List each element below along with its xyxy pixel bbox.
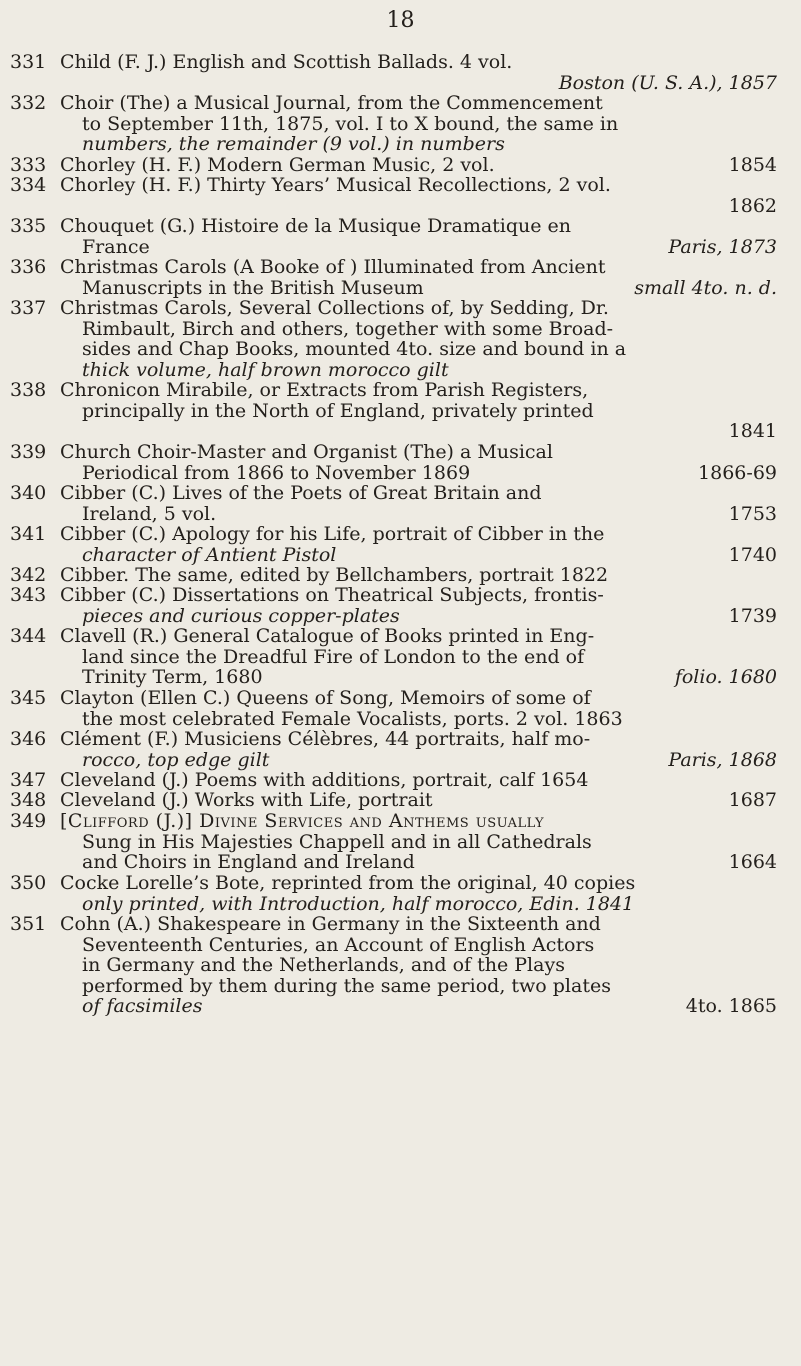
catalogue-entry bbox=[0, 770, 801, 790]
entry-number: 342 bbox=[10, 564, 47, 586]
catalogue-entry bbox=[0, 524, 801, 565]
catalogue-entry bbox=[0, 483, 801, 524]
entry-date: 1841 bbox=[728, 420, 777, 442]
entry-text: and Choirs in England and Ireland bbox=[82, 851, 415, 873]
entry-number: 332 bbox=[10, 92, 47, 114]
entry-text: Cocke Lorelle’s Bote, reprinted from the original, 40 copies bbox=[60, 872, 636, 894]
catalogue-entry bbox=[0, 175, 801, 216]
entry-date: 1664 bbox=[728, 851, 777, 873]
entry-text: Child (F. J.) English and Scottish Ballads. 4 vol. bbox=[60, 51, 513, 73]
entry-imprint: Boston (U. S. A.), 1857 bbox=[558, 71, 777, 94]
entry-number: 334 bbox=[10, 174, 47, 196]
entry-text: Choir (The) a Musical Journal, from the Commencement bbox=[60, 92, 603, 114]
entry-number: 343 bbox=[10, 584, 47, 606]
catalogue-entry bbox=[0, 298, 801, 380]
entry-text: Church Choir-Master and Organist (The) a Musical bbox=[60, 441, 553, 463]
entry-date: 1753 bbox=[728, 502, 777, 525]
entry-text: [Clifford (J.)] Divine Services and Anthems usually bbox=[60, 810, 545, 832]
entry-text: character of Antient Pistol bbox=[82, 543, 337, 566]
entry-text: Manuscripts in the British Museum bbox=[82, 276, 424, 299]
entry-text: Cibber (C.) Lives of the Poets of Great Britain and bbox=[60, 482, 542, 504]
catalogue-entry bbox=[0, 585, 801, 626]
entry-imprint: Paris, 1873 bbox=[668, 235, 777, 258]
entry-text: pieces and curious copper-plates bbox=[82, 604, 400, 627]
entry-number: 346 bbox=[10, 728, 47, 750]
entry-number: 336 bbox=[10, 256, 47, 278]
entry-format: 4to. 1865 bbox=[685, 995, 777, 1017]
entry-number: 345 bbox=[10, 687, 47, 709]
entry-date: 1739 bbox=[728, 604, 777, 627]
entry-text: Clayton (Ellen C.) Queens of Song, Memoirs of some of bbox=[60, 687, 591, 709]
entry-number: 351 bbox=[10, 913, 47, 935]
entry-number: 331 bbox=[10, 51, 47, 73]
catalogue-entry bbox=[0, 155, 801, 175]
entry-text: sides and Chap Books, mounted 4to. size and bound in a bbox=[82, 338, 627, 360]
catalogue-entry bbox=[0, 790, 801, 811]
entry-number: 344 bbox=[10, 625, 47, 647]
entry-text: Clément (F.) Musiciens Célèbres, 44 portraits, half mo- bbox=[60, 728, 591, 750]
entry-date: 1862 bbox=[728, 194, 777, 217]
entry-text: rocco, top edge gilt bbox=[82, 748, 270, 771]
entry-text: Rimbault, Birch and others, together with some Broad- bbox=[82, 317, 614, 340]
entry-number: 350 bbox=[10, 872, 47, 894]
catalogue-entries bbox=[0, 52, 801, 1017]
entry-number: 337 bbox=[10, 297, 47, 319]
entry-text: Chronicon Mirabile, or Extracts from Parish Registers, bbox=[60, 379, 589, 401]
entry-text: numbers, the remainder (9 vol.) in numbers bbox=[82, 133, 505, 155]
entry-number: 339 bbox=[10, 441, 47, 463]
catalogue-entry bbox=[0, 380, 801, 442]
entry-text: performed by them during the same period, two plates bbox=[82, 974, 611, 997]
entry-number: 348 bbox=[10, 789, 47, 811]
catalogue-entry bbox=[0, 93, 801, 155]
entry-number: 347 bbox=[10, 769, 47, 791]
entry-text: Cibber (C.) Dissertations on Theatrical Subjects, frontis- bbox=[60, 584, 604, 606]
entry-imprint: Paris, 1868 bbox=[668, 748, 777, 771]
entry-number: 335 bbox=[10, 215, 47, 237]
entry-text: Chorley (H. F.) Thirty Years’ Musical Recollections, 2 vol. bbox=[60, 174, 611, 196]
entry-text: France bbox=[82, 235, 150, 258]
entry-number: 341 bbox=[10, 523, 47, 545]
entry-text: Ireland, 5 vol. bbox=[82, 502, 217, 525]
catalogue-entry bbox=[0, 626, 801, 688]
entry-number: 338 bbox=[10, 379, 47, 401]
page-number: 18 bbox=[386, 8, 415, 33]
catalogue-entry bbox=[0, 729, 801, 770]
entry-text: the most celebrated Female Vocalists, ports. 2 vol. 1863 bbox=[82, 707, 623, 730]
catalogue-entry bbox=[0, 873, 801, 914]
entry-number: 340 bbox=[10, 482, 47, 504]
entry-text: Cohn (A.) Shakespeare in Germany in the Sixteenth and bbox=[60, 913, 601, 935]
entry-text: land since the Dreadful Fire of London to the end of bbox=[82, 645, 585, 668]
entry-text: Chouquet (G.) Histoire de la Musique Dramatique en bbox=[60, 215, 572, 237]
entry-text: only printed, with Introduction, half morocco, Edin. 1841 bbox=[82, 892, 635, 915]
entry-text: of facsimiles bbox=[82, 995, 203, 1017]
entry-text: Seventeenth Centuries, an Account of English Actors bbox=[82, 933, 595, 956]
entry-text: Chorley (H. F.) Modern German Music, 2 vol. bbox=[60, 154, 495, 176]
catalogue-entry bbox=[0, 811, 801, 873]
catalogue-entry bbox=[0, 442, 801, 483]
catalogue-entry bbox=[0, 52, 801, 93]
entry-text: Trinity Term, 1680 bbox=[82, 666, 263, 688]
entry-text: thick volume, half brown morocco gilt bbox=[82, 358, 449, 381]
entry-text: Christmas Carols (A Booke of ) Illuminated from Ancient bbox=[60, 256, 606, 278]
entry-text: principally in the North of England, privately printed bbox=[82, 399, 594, 422]
entry-text: Sung in His Majesties Chappell and in all Cathedrals bbox=[82, 830, 592, 853]
entry-text: Clavell (R.) General Catalogue of Books printed in Eng- bbox=[60, 625, 595, 647]
catalogue-entry bbox=[0, 688, 801, 729]
catalogue-entry bbox=[0, 565, 801, 585]
catalogue-entry bbox=[0, 257, 801, 298]
entry-text: Cleveland (J.) Poems with additions, portrait, calf 1654 bbox=[60, 769, 589, 791]
catalogue-entry bbox=[0, 914, 801, 1017]
entry-text: to September 11th, 1875, vol. I to X bound, the same in bbox=[82, 112, 619, 135]
entry-date: 1866-69 bbox=[698, 461, 777, 484]
entry-text: in Germany and the Netherlands, and of the Plays bbox=[82, 954, 565, 976]
entry-date: 1740 bbox=[728, 543, 777, 566]
entry-text: Cleveland (J.) Works with Life, portrait bbox=[60, 789, 433, 811]
entry-date: 1854 bbox=[728, 154, 777, 176]
catalogue-entry bbox=[0, 216, 801, 257]
entry-text: Periodical from 1866 to November 1869 bbox=[82, 461, 471, 484]
entry-date: 1687 bbox=[728, 789, 777, 811]
entry-format: small 4to. n. d. bbox=[634, 276, 777, 299]
entry-number: 333 bbox=[10, 154, 47, 176]
entry-number: 349 bbox=[10, 810, 47, 832]
entry-text: Christmas Carols, Several Collections of, by Sedding, Dr. bbox=[60, 297, 609, 319]
entry-format: folio. 1680 bbox=[674, 666, 777, 688]
entry-text: Cibber (C.) Apology for his Life, portrait of Cibber in the bbox=[60, 523, 605, 545]
entry-text: Cibber. The same, edited by Bellchambers, portrait 1822 bbox=[60, 564, 609, 586]
